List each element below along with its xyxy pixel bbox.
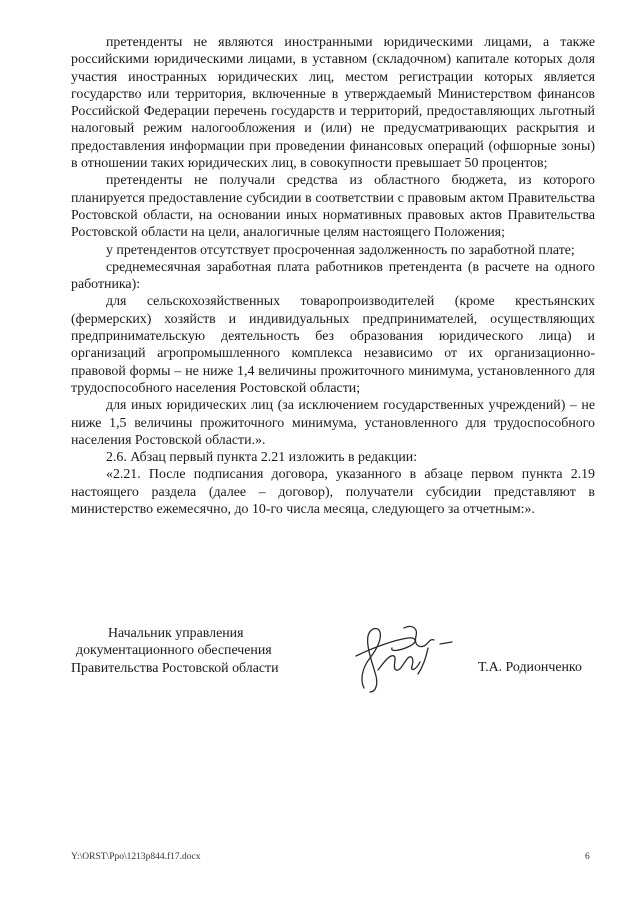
paragraph-average-wage: среднемесячная заработная плата работников претендента (в расчете на одного работника): [71,259,595,293]
signatory-title-line: документационного обеспечения [76,643,272,659]
signatory-name: Т.А. Родионченко [478,660,582,675]
signatory-title-line: Правительства Ростовской области [71,660,279,676]
paragraph-foreign-entities: претенденты не являются иностранными юридическими лицами, а также российскими юридическими лицами, в уставном (складочном) капитале которых доля участия иностранных юридических лиц, местом регистрации которых является государство или территория, включенные в утверждаемый Министерством финансов Российской Федерации перечень государств и территорий, предоставляющих льготный налоговый режим налогообложения и (или) не предусматривающих раскрытия и предоставления информации при проведении финансовых операций (офшорные зоны) в отношении таких юридических лиц, в совокупности превышает 50 процентов; [71,35,595,172]
paragraph-other-legal-entities: для иных юридических лиц (за исключением государственных учреждений) – не ниже 1,5 величины прожиточного минимума, установленного для трудоспособного населения Ростовской области.». [71,398,595,448]
paragraph-agricultural-producers: для сельскохозяйственных товаропроизводителей (кроме крестьянских (фермерских) хозяйств и индивидуальных предпринимателей, осуществляющих предпринимательскую деятельность без образования юридического лица) и организаций агропромышленного комплекса независимо от их организационно-правовой формы – не ниже 1,4 величины прожиточного минимума, установленного для трудоспособного населения Ростовской области; [71,294,595,396]
document-body [71,34,595,518]
handwritten-signature [342,618,457,696]
paragraph-wage-arrears: у претендентов отсутствует просроченная задолженность по заработной плате; [106,242,575,258]
signatory-title-line: Начальник управления [108,626,244,641]
footer-file-path: Y:\ORST\Ppo\1213p844.f17.docx [71,852,201,862]
paragraph-amendment-2-6: 2.6. Абзац первый пункта 2.21 изложить в редакции: [106,450,418,466]
page-number: 6 [585,852,590,862]
signatory-title [71,625,279,677]
paragraph-clause-2-21: «2.21. После подписания договора, указанного в абзаце первом пункта 2.19 настоящего раздела (далее – договор), получатели субсидии представляют в министерство ежемесячно, до 10-го числа месяца, следующего за отчетным:». [71,467,595,518]
paragraph-regional-budget: претенденты не получали средства из областного бюджета, из которого планируется предоставление субсидии в соответствии с правовым актом Правительства Ростовской области, на основании иных нормативных правовых актов Правительства Ростовской области на цели, аналогичные целям настоящего Положения; [71,173,595,241]
